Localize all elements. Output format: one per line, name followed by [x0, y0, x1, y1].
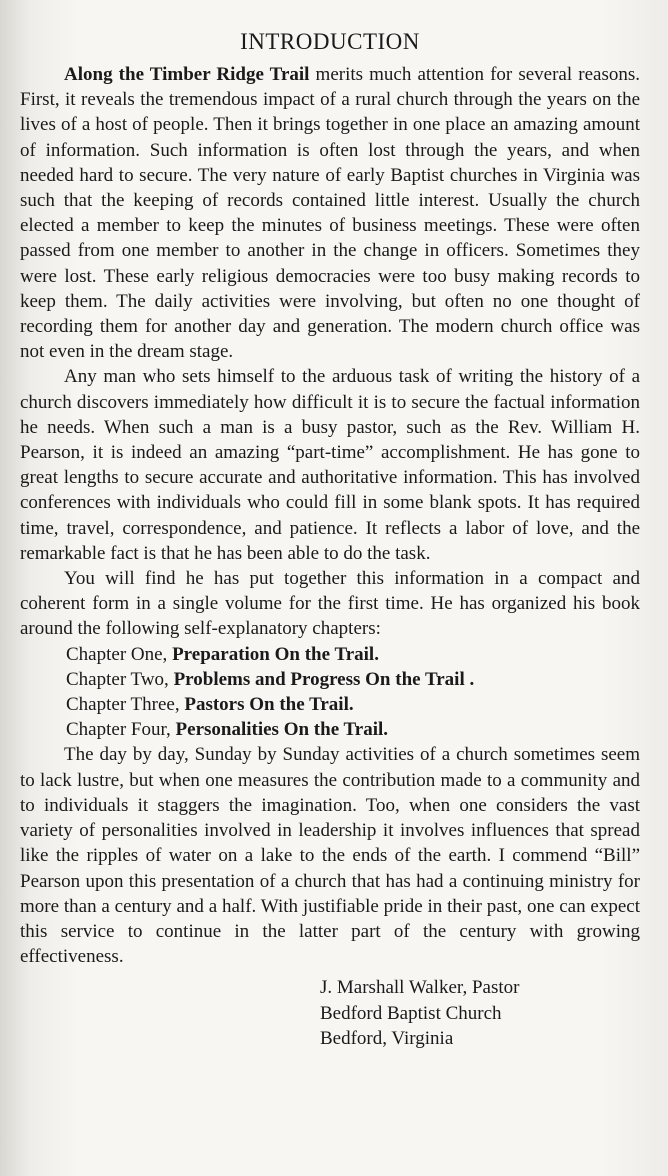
- signature-name: J. Marshall Walker, Pastor: [320, 977, 520, 999]
- chapter-item: [66, 642, 640, 667]
- chapter-item: [66, 692, 640, 717]
- document-body: [20, 62, 640, 969]
- chapter-prefix: Chapter Four,: [66, 719, 176, 741]
- chapter-prefix: Chapter One,: [66, 643, 173, 665]
- chapter-name: Pastors On the Trail.: [184, 694, 354, 716]
- chapter-prefix: Chapter Three,: [66, 694, 185, 716]
- signature-church: Bedford Baptist Church: [320, 1002, 502, 1024]
- chapter-name: Personalities On the Trail.: [175, 719, 389, 741]
- paragraph-2: Any man who sets himself to the arduous task of writing the history of a church discovers immediately how difficult it is to secure the factual information he needs. When such a man is a busy pastor, such as the Rev. William H. Pearson, it is indeed an amazing “part-time” accomplishment. He has gone to great lengths to secure accurate and authoritative information. This has involved conferences with individuals who could fill in some blank spots. It has required time, travel, correspondence, and patience. It reflects a labor of love, and the remarkable fact is that he has been able to do the task.: [20, 366, 640, 564]
- signature-block: [320, 975, 640, 1051]
- paragraph-1-text: merits much attention for several reasons. First, it reveals the tremendous impact of a rural church through the years on the lives of a host of people. Then it brings together in one place an amazing amount of information. Such information is often lost through the years, and when needed hard to secure. The very nature of early Baptist churches in Virginia was such that the keeping of records contained little interest. Usually the church elected a member to keep the minutes of business meetings. These were often passed from one member to another in the change in officers. Sometimes they were lost. These early religious democracies were too busy making records to keep them. The daily activities were involving, but often no one thought of recording them for another day and generation. The modern church office was not even in the dream stage.: [20, 64, 640, 363]
- signature-location: Bedford, Virginia: [320, 1027, 454, 1049]
- paragraph-3: You will find he has put together this information in a compact and coherent form in a single volume for the first time. He has organized his book around the following self-explanatory chapters:: [20, 568, 640, 640]
- chapter-name: Problems and Progress On the Trail .: [173, 668, 475, 690]
- page-title: INTRODUCTION: [240, 29, 420, 54]
- chapter-item: [66, 717, 640, 742]
- chapter-name: Preparation On the Trail.: [172, 643, 379, 665]
- paragraph-1: [20, 62, 640, 364]
- chapter-list: [20, 642, 640, 743]
- chapter-item: [66, 667, 640, 692]
- paragraph-4: The day by day, Sunday by Sunday activities of a church sometimes seem to lack lustre, but when one measures the contribution made to a community and to individuals it staggers the imagination. Too, when one considers the vast variety of personalities involved in leadership it involves influences that spread like the ripples of water on a lake to the ends of the earth. I commend “Bill” Pearson upon this presentation of a church that has had a continuing ministry for more than a century and a half. With justifiable pride in their past, one can expect this service to continue in the latter part of the century with growing effectiveness.: [20, 744, 640, 968]
- chapter-prefix: Chapter Two,: [66, 668, 174, 690]
- paragraph-1-lead: Along the Timber Ridge Trail: [64, 64, 310, 85]
